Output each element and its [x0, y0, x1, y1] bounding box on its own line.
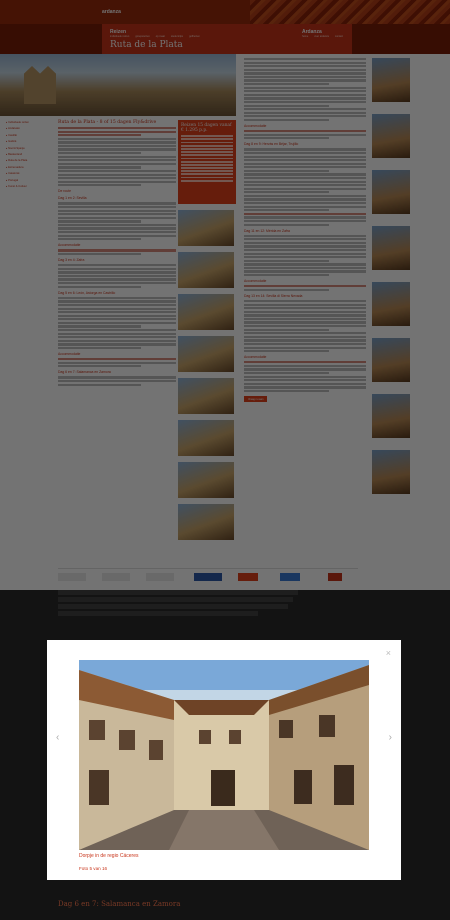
village-street-illustration [79, 660, 369, 850]
photo-counter: Foto 5 van 16 [79, 866, 108, 871]
next-arrow-icon[interactable]: › [388, 732, 392, 743]
close-icon[interactable]: × [385, 648, 391, 658]
background-heading: Dag 6 en 7: Salamanca en Zamora [58, 900, 181, 908]
lightbox [47, 640, 401, 880]
photo-caption: Dorpje in de regio Cáceres [79, 853, 139, 859]
lightbox-photo [79, 660, 369, 850]
prev-arrow-icon[interactable]: ‹ [56, 732, 60, 743]
